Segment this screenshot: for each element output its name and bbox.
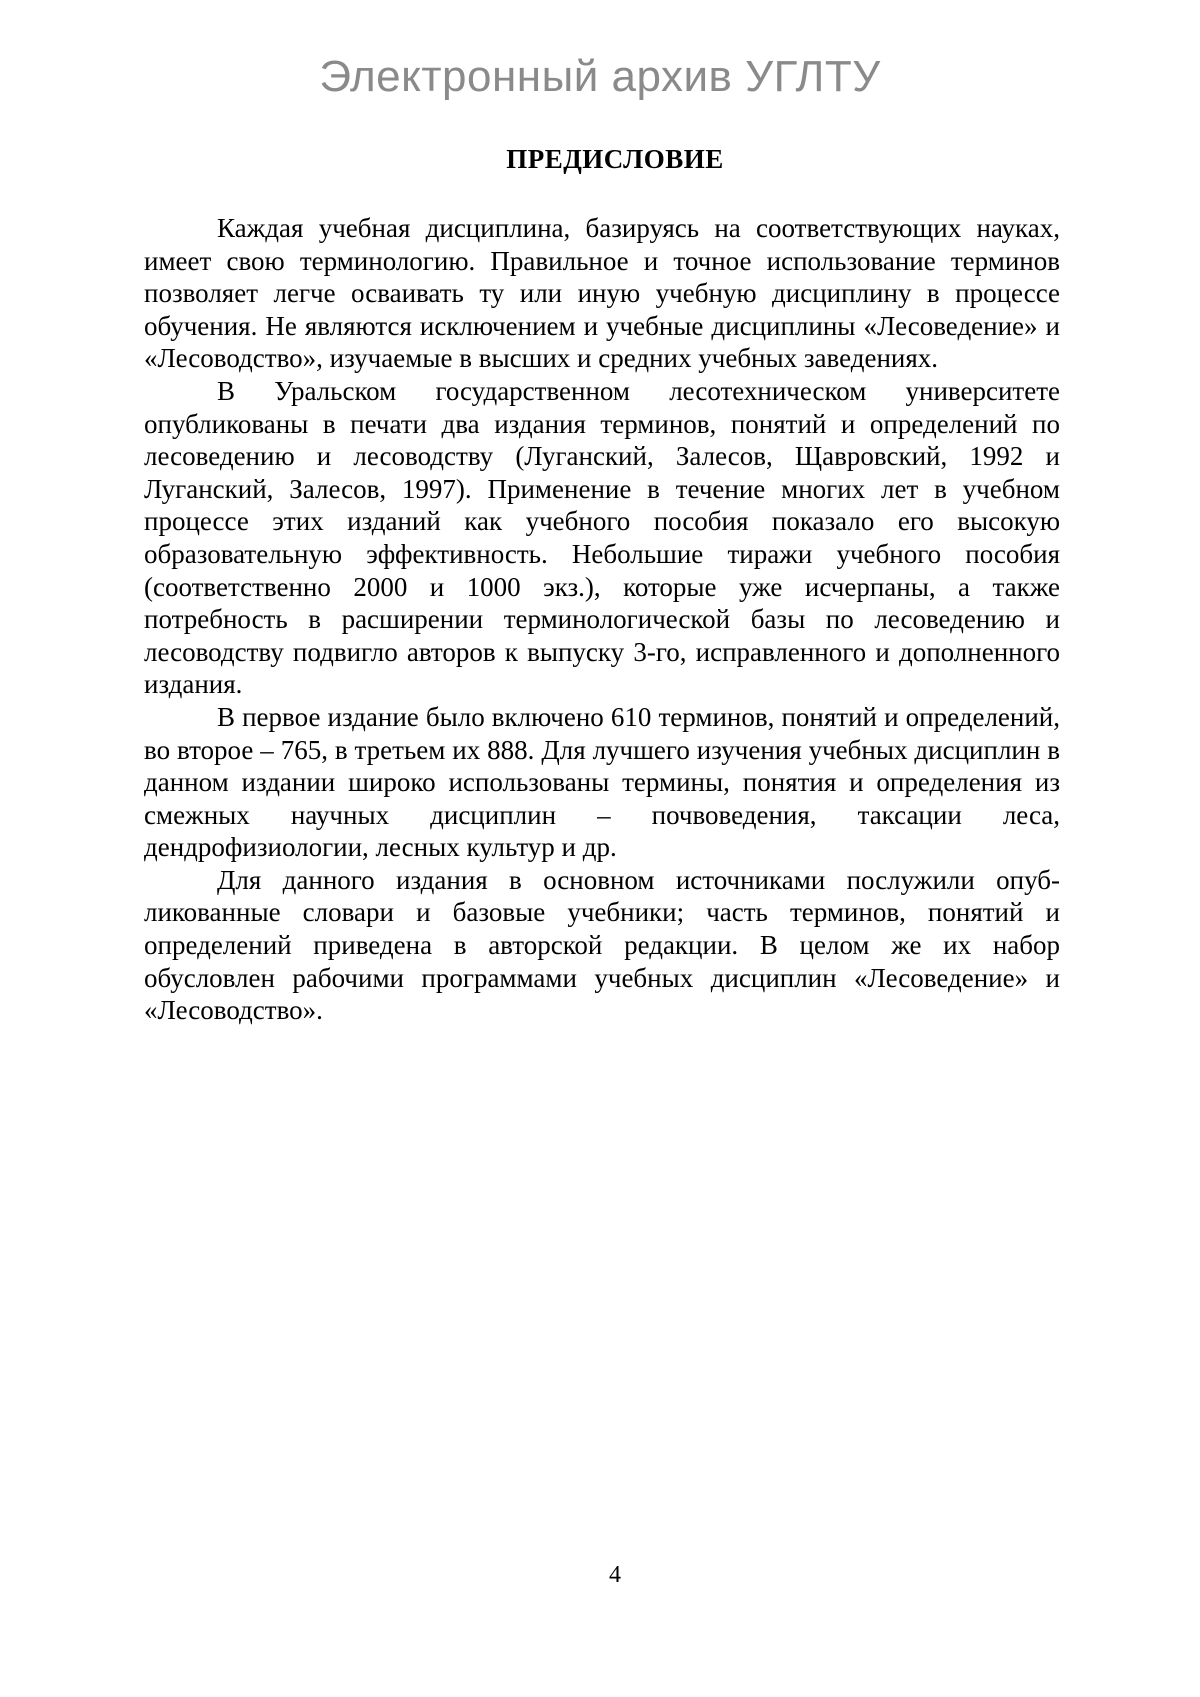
paragraph: Каждая учебная дисциплина, базируясь на соответствующих науках, имеет свою терминологию. Правильное и точное использование терминов позволяет легче осваивать ту или иную учебную дисциплину в процессе обучения. Не являются исключением и учебные дисциплины «Лесоведение» и «Лесоводство», изучаемые в высших и средних учебных заведениях.	[144, 213, 1060, 374]
section-title: ПРЕДИСЛОВИЕ	[506, 144, 724, 174]
page-number: 4	[609, 1562, 621, 1588]
archive-watermark-header: Электронный архив УГЛТУ	[319, 52, 881, 101]
paragraph: Для данного издания в основном источниками послужили опубликованные словари и базовые учебники; часть терминов, понятий и определений приведена в авторской редакции. В целом же их набор обусловлен рабочими программами учебных дисциплин «Лесоведение» и «Лесоводство».	[144, 864, 1060, 1026]
paragraph: В Уральском государственном лесотехническом университете опубликованы в печати два издания терминов, понятий и определений по лесоведению и лесоводству (Луганский, Залесов, Щавровский, 1992 и Луганский, Залесов, 1997). Применение в течение многих лет в учебном процессе этих изданий как учебного пособия показало его высокую образовательную эффективность. Небольшие тиражи учебного пособия (соответственно 2000 и 1000 экз.), которые уже исчерпаны, а также потребность в расширении терминологической базы по лесоведению и лесоводству подвигло авторов к выпуску 3-го, исправленного и дополненного издания.	[144, 375, 1060, 700]
body-text	[144, 212, 1060, 1027]
paragraph: В первое издание было включено 610 терминов, понятий и определений, во второе – 765, в третьем их 888. Для лучшего изучения учебных дисциплин в данном издании широко использованы термины, понятия и определения из смежных научных дисциплин – почвоведения, таксации леса, дендрофизиологии, лесных культур и др.	[144, 701, 1060, 863]
